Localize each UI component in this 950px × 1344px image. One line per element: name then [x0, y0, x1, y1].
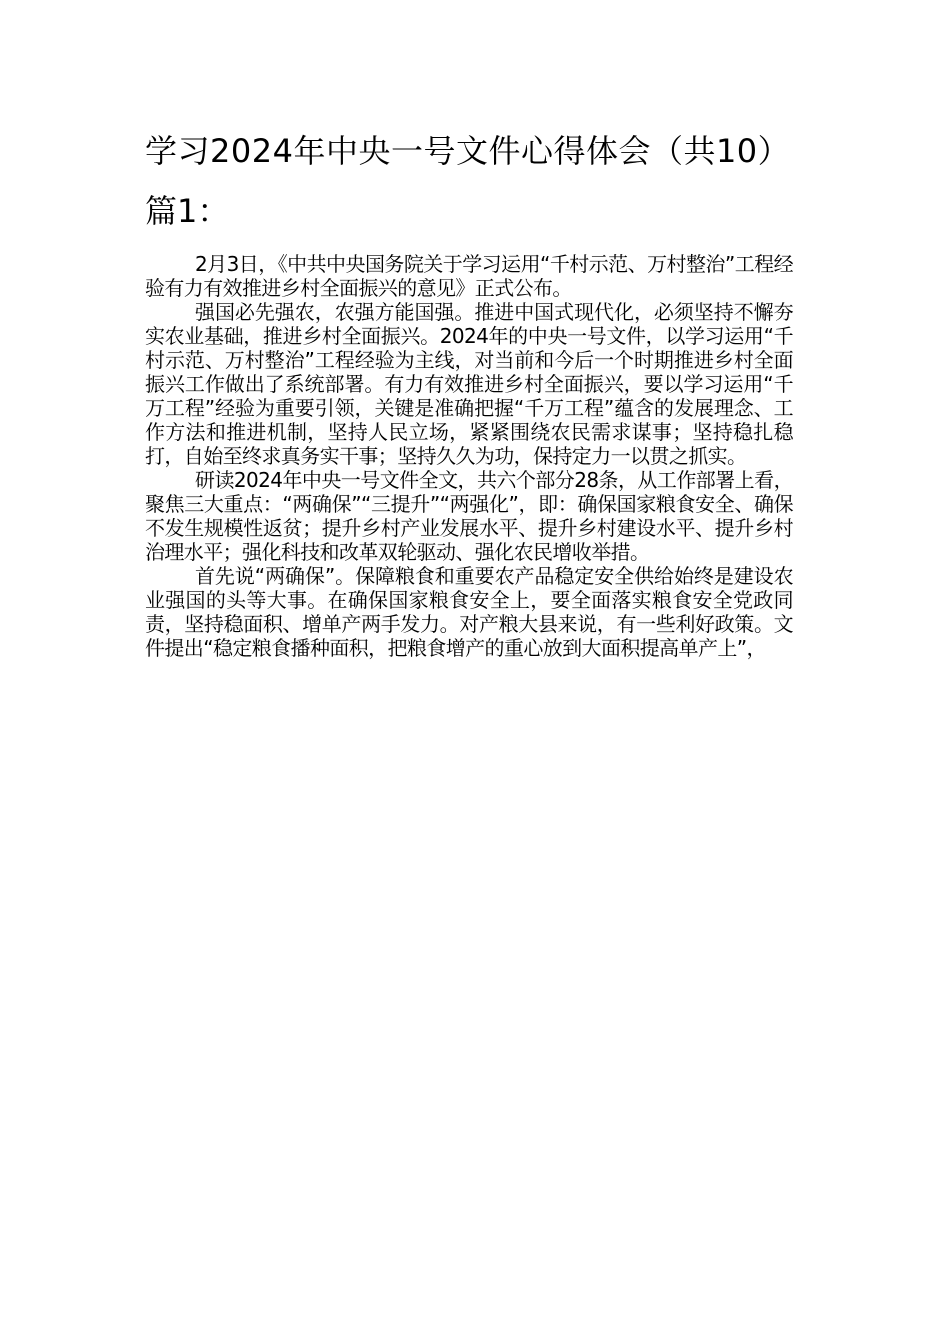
paragraph: 首先说“两确保”。保障粮食和重要农产品稳定安全供给始终是建设农业强国的头等大事。在确保国家粮食安全上，要全面落实粮食安全党政同责，坚持稳面积、增单产两手发力。对产粮大县来说，有一些利好政策。文件提出“稳定粮食播种面积，把粮食增产的重心放到大面积提高单产上”，: [145, 564, 793, 660]
document-body: [145, 252, 793, 660]
paragraph: 强国必先强农，农强方能国强。推进中国式现代化，必须坚持不懈夯实农业基础，推进乡村全面振兴。2024年的中央一号文件，以学习运用“千村示范、万村整治”工程经验为主线，对当前和今后一个时期推进乡村全面振兴工作做出了系统部署。有力有效推进乡村全面振兴，要以学习运用“千万工程”经验为重要引领，关键是准确把握“千万工程”蕴含的发展理念、工作方法和推进机制，坚持人民立场，紧紧围绕农民需求谋事；坚持稳扎稳打，自始至终求真务实干事；坚持久久为功，保持定力一以贯之抓实。: [145, 300, 793, 468]
section-heading: 篇1：: [145, 192, 230, 230]
document-content: [145, 128, 793, 660]
paragraph: 2月3日，《中共中央国务院关于学习运用“千村示范、万村整治”工程经验有力有效推进乡村全面振兴的意见》正式公布。: [145, 252, 793, 300]
document-title: 学习2024年中央一号文件心得体会（共10）: [145, 132, 791, 170]
paragraph: 研读2024年中央一号文件全文，共六个部分28条，从工作部署上看，聚焦三大重点：“两确保”“三提升”“两强化”，即：确保国家粮食安全、确保不发生规模性返贫；提升乡村产业发展水平、提升乡村建设水平、提升乡村治理水平；强化科技和改革双轮驱动、强化农民增收举措。: [145, 468, 793, 564]
